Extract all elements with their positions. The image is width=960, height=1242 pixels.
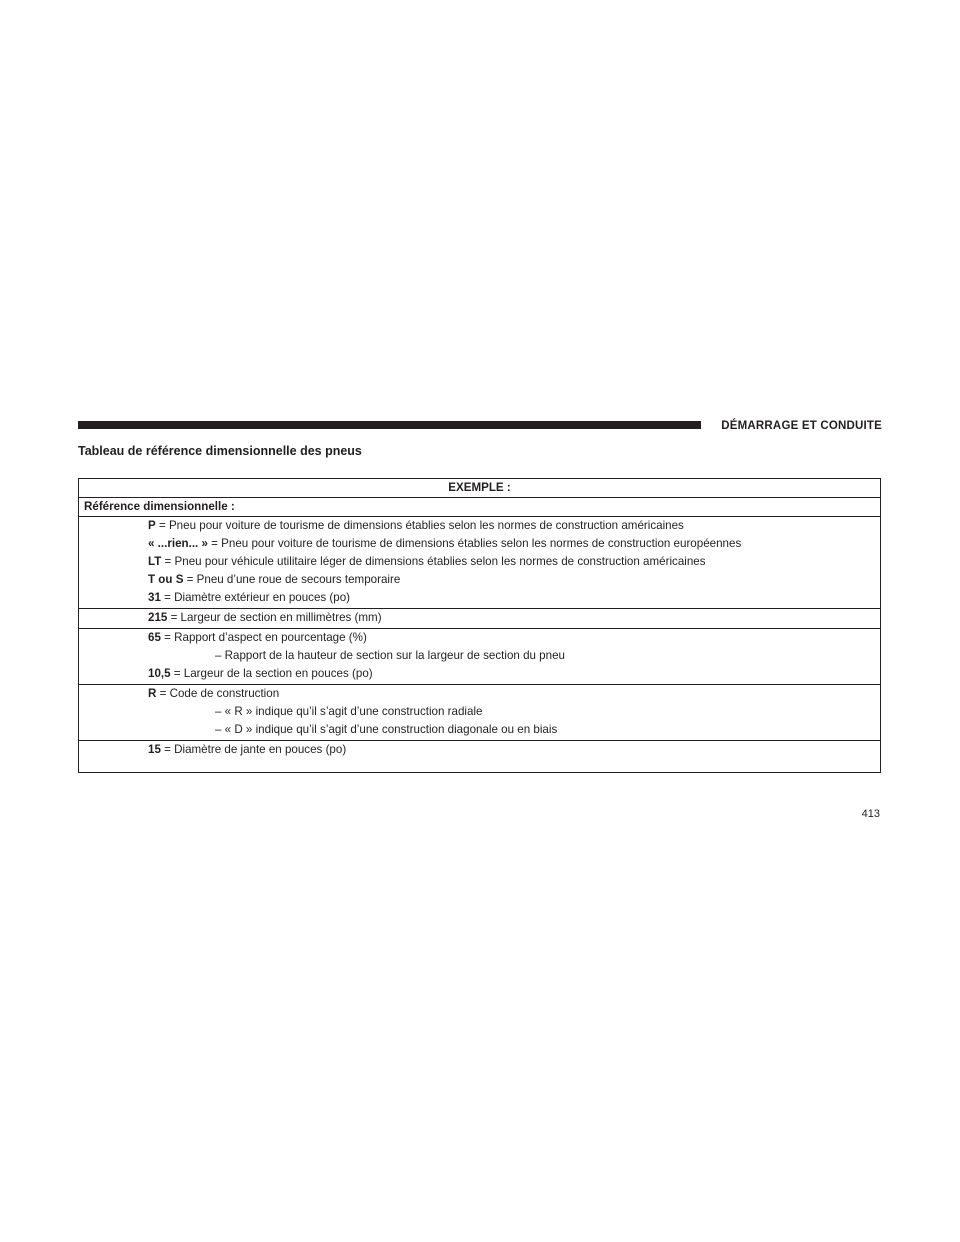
size-description: = Pneu pour véhicule utilitaire léger de dimensions établies selon les normes de construction américaines	[161, 555, 706, 568]
size-code: 15	[148, 743, 161, 756]
table-row	[79, 609, 880, 627]
size-description: = Diamètre extérieur en pouces (po)	[160, 591, 351, 604]
table-row	[79, 553, 880, 571]
size-code: T ou S	[148, 573, 184, 586]
size-description: = Rapport d’aspect en pourcentage (%)	[160, 631, 367, 644]
section-title: DÉMARRAGE ET CONDUITE	[721, 420, 882, 432]
size-code: « ...rien... »	[148, 537, 208, 550]
size-code: 65	[148, 631, 161, 644]
table-row	[79, 517, 880, 535]
table-row	[79, 571, 880, 589]
size-description: = Code de construction	[156, 687, 280, 700]
table-row	[79, 741, 880, 759]
table-row	[79, 685, 880, 703]
table-row-group	[79, 608, 880, 628]
table-row-group	[79, 516, 880, 608]
table-row	[79, 629, 880, 647]
table-row	[79, 589, 880, 607]
size-description: = Largeur de section en millimètres (mm)	[167, 611, 382, 624]
size-code: 31	[148, 591, 161, 604]
size-description: = Pneu pour voiture de tourisme de dimensions établies selon les normes de construction américaines	[155, 519, 684, 532]
table-row-group	[79, 740, 880, 772]
table-sub-row: – Rapport de la hauteur de section sur la largeur de section du pneu	[215, 649, 565, 662]
size-description: = Largeur de la section en pouces (po)	[170, 667, 373, 680]
header-rule	[78, 421, 701, 429]
table-sub-row: – « R » indique qu’il s’agit d’une construction radiale	[215, 705, 483, 718]
size-code: R	[148, 687, 157, 700]
size-description: = Pneu d’une roue de secours temporaire	[183, 573, 401, 586]
size-code: LT	[148, 555, 162, 568]
size-description: = Diamètre de jante en pouces (po)	[160, 743, 347, 756]
table-subheader: Référence dimensionnelle :	[84, 500, 235, 513]
size-code: P	[148, 519, 156, 532]
table-sub-row: – « D » indique qu’il s’agit d’une construction diagonale ou en biais	[215, 723, 558, 736]
page-number: 413	[861, 808, 880, 820]
table-title: Tableau de référence dimensionnelle des pneus	[78, 444, 362, 458]
tire-size-table	[78, 478, 881, 773]
table-row-group	[79, 628, 880, 684]
table-header: EXEMPLE :	[79, 479, 880, 498]
size-description: = Pneu pour voiture de tourisme de dimensions établies selon les normes de construction européennes	[207, 537, 742, 550]
size-code: 10,5	[148, 667, 171, 680]
table-row	[79, 535, 880, 553]
table-row-group	[79, 684, 880, 740]
size-code: 215	[148, 611, 168, 624]
table-row	[79, 665, 880, 683]
